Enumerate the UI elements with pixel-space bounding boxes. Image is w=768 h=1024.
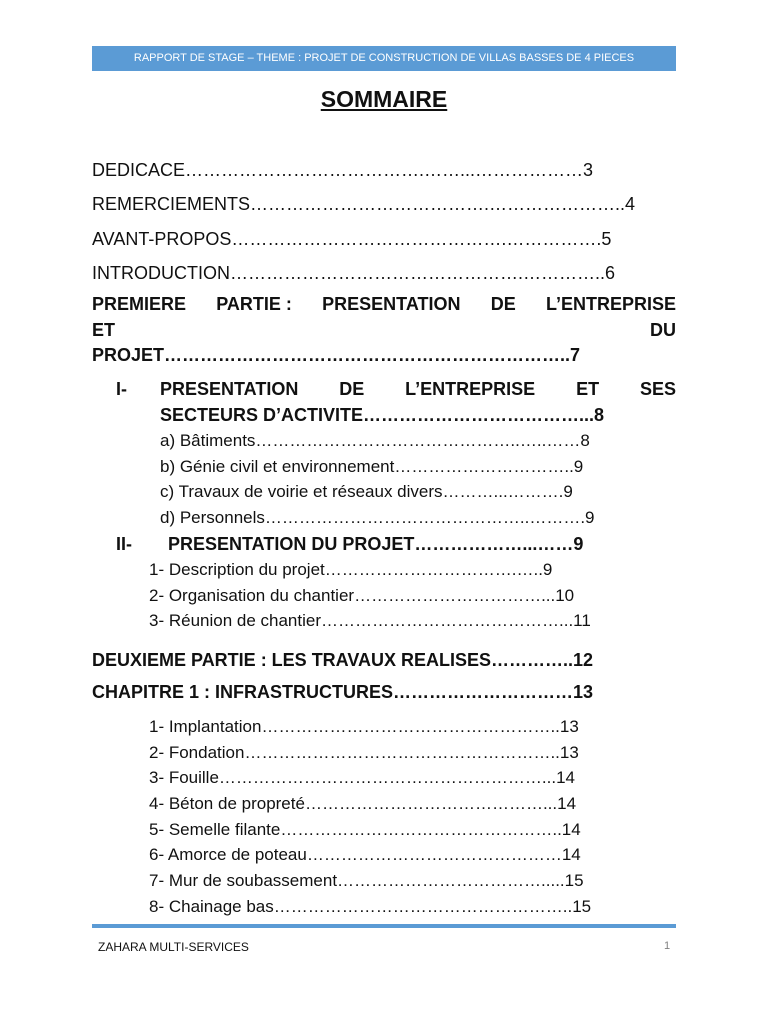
toc-subentry-personnels: d) Personnels………………………………………..……….9 [160,508,595,527]
toc-section1-word: ET [576,379,600,399]
footer-company: ZAHARA MULTI-SERVICES [98,940,249,954]
toc-section1-word: PRESENTATION [160,379,299,399]
toc-part1-word: PREMIERE [92,294,187,314]
toc-subentry-travaux-voirie: c) Travaux de voirie et réseaux divers………...……….9 [160,482,573,501]
toc-section1-word: SES [639,379,676,399]
page-header-banner: RAPPORT DE STAGE – THEME : PROJET DE CONSTRUCTION DE VILLAS BASSES DE 4 PIECES [92,46,676,71]
toc-entry-avant-propos: AVANT-PROPOS……………………………………….…………….5 [92,229,612,249]
toc-section1-word: DE [339,379,365,399]
toc-entry-remerciements: REMERCIEMENTS………………………………….…………………..4 [92,194,636,214]
toc-part1-word: PRESENTATION [322,294,461,314]
page-number: 1 [664,940,671,952]
toc-section2-number: II- [116,534,132,554]
toc-part1-line2 [92,320,676,341]
toc-subentry-mur-soubassement: 7- Mur de soubassement……………………………….....15 [149,871,584,890]
toc-subentry-fondation: 2- Fondation………………………………………………..13 [149,743,579,762]
toc-section1-line1 [160,379,676,400]
toc-entry-introduction: INTRODUCTION………………………………………….…………..6 [92,263,616,283]
toc-part2: DEUXIEME PARTIE : LES TRAVAUX REALISES…………..12 [92,650,594,670]
toc-subentry-amorce-poteau: 6- Amorce de poteau………………………………………14 [149,845,581,864]
toc-part1-word: L’ENTREPRISE [545,294,676,314]
toc-subentry-chainage-bas: 8- Chainage bas……………………………………………..15 [149,897,592,916]
toc-subentry-fouille: 3- Fouille…………………………………………………...14 [149,768,575,787]
toc-subentry-batiments: a) Bâtiments………………………………………..…..……8 [160,431,590,450]
toc-section1-number: I- [116,379,127,399]
toc-subentry-beton-proprete: 4- Béton de propreté……………………………………...14 [149,794,577,813]
toc-part1-line3: PROJET…………………………………………………………..7 [92,345,581,365]
toc-subentry-description: 1- Description du projet…………………………….…..9 [149,560,553,579]
toc-section2-title: PRESENTATION DU PROJET………………...……9 [168,534,584,554]
toc-part1-word: DE [490,294,516,314]
toc-section1-line2: SECTEURS D’ACTIVITE………………………………...8 [160,405,605,425]
toc-subentry-implantation: 1- Implantation……………………………………………..13 [149,717,579,736]
page-title: SOMMAIRE [320,86,448,112]
toc-part1-line1 [92,294,676,315]
toc-part1-word: PARTIE : [216,294,292,314]
toc-subentry-organisation: 2- Organisation du chantier……………………………...10 [149,586,575,605]
toc-entry-dedicace: DEDICACE………………………………….……...………………3 [92,160,594,180]
toc-subentry-semelle-filante: 5- Semelle filante…………………………………………..14 [149,820,581,839]
toc-section1-word: L’ENTREPRISE [405,379,536,399]
toc-chapter1: CHAPITRE 1 : INFRASTRUCTURES…………………………13 [92,682,594,702]
toc-subentry-reunion: 3- Réunion de chantier……………………………………...11 [149,611,591,630]
toc-part1-word: DU [650,320,676,340]
toc-part1-word: ET [92,320,116,340]
footer-rule [92,924,676,928]
toc-subentry-genie-civil: b) Génie civil et environnement…………………………..9 [160,457,584,476]
